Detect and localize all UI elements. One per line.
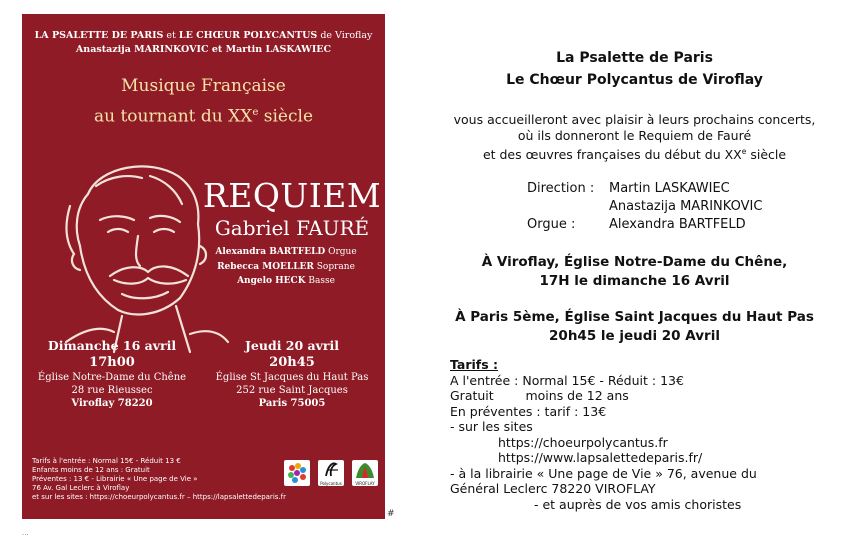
info-intro-3 (420, 144, 849, 163)
concert-right-city: Paris 75005 (258, 398, 326, 409)
polycantus-logo-icon (318, 460, 344, 480)
polycantus-logo-label: Polycantus (320, 481, 342, 486)
poster-header-part1: LA PSALETTE DE PARIS (34, 30, 164, 41)
soloist-2-role: Soprane (316, 262, 355, 272)
concert-right-block (204, 338, 380, 410)
polycantus-logo (318, 460, 344, 486)
poster-header-part4: de Viroflay (317, 30, 373, 41)
soloist-1-role: Orgue (328, 247, 357, 257)
viroflay-logo (352, 460, 378, 486)
info-intro-1: vous accueilleront avec plaisir à leurs prochains concerts, (453, 112, 816, 127)
info-intro-3-text: et des œuvres françaises du début du XX (482, 147, 742, 163)
poster-logos (284, 460, 380, 492)
viroflay-concert-line-2: 17H le dimanche 16 Avril (539, 273, 730, 289)
soloist-1 (187, 246, 385, 258)
poster-requiem-title: REQUIEM (202, 176, 382, 215)
tarifs-line-gratuit: Gratuit moins de 12 ans (450, 388, 629, 403)
concert-left-date: Dimanche 16 avril (47, 338, 177, 353)
polycantus-link[interactable]: https://choeurpolycantus.fr (498, 434, 668, 450)
info-title-1: La Psalette de Paris (556, 50, 713, 66)
tarifs-line-choristes: - et auprès de vos amis choristes (534, 496, 742, 512)
poster-small-print (32, 457, 302, 502)
info-intro-2: où ils donneront le Requiem de Fauré (517, 128, 752, 143)
poster-header-line2: Anastazija MARINKOVIC et Martin LASKAWIEC (75, 44, 332, 55)
soloist-1-name: Alexandra BARTFELD (215, 247, 326, 257)
soloist-3-role: Basse (308, 276, 335, 286)
tarifs-line-entree: A l'entrée : Normal 15€ - Réduit : 13€ (450, 372, 684, 388)
soloist-3-name: Angelo HECK (237, 276, 306, 286)
concert-right-street: 252 rue Saint Jacques (236, 385, 348, 396)
psalette-link[interactable]: https://www.lapsalettedeparis.fr/ (498, 450, 703, 465)
organ-label: Orgue : (527, 217, 576, 232)
viroflay-logo-label: VIROFLAY (355, 481, 375, 486)
tarifs-section (450, 357, 830, 512)
concert-left-block (24, 338, 200, 410)
info-intro-3-sup: e (741, 147, 747, 156)
viroflay-concert-line-1: À Viroflay, Église Notre-Dame du Chêne, (481, 254, 788, 270)
poster-title-line2-text: au tournant du XX (93, 106, 253, 127)
poster-header-line1 (22, 29, 385, 42)
concert-left-street: 28 rue Rieussec (71, 385, 153, 396)
paris-concert-line-2: 20h45 le jeudi 20 Avril (549, 328, 720, 344)
info-title-2: Le Chœur Polycantus de Viroflay (506, 72, 763, 88)
concert-left-venue: Église Notre-Dame du Chêne (37, 372, 187, 383)
paris-concert-line-1: À Paris 5ème, Église Saint Jacques du Haut Pas (455, 309, 814, 325)
viroflay-logo-icon (352, 460, 378, 480)
poster-composer: Gabriel FAURÉ (214, 216, 370, 240)
poster-small-line-1: Tarifs à l'entrée : Normal 15€ - Réduit 13 € (32, 457, 181, 465)
tarifs-line-preventes: En préventes : tarif : 13€ (450, 403, 607, 419)
direction-label: Direction : (527, 181, 595, 196)
corner-dots: ... (22, 529, 29, 537)
poster-small-line-4: 76 Av. Gal Leclerc à Viroflay (32, 484, 130, 492)
poster-small-line-2: Enfants moins de 12 ans : Gratuit (32, 466, 150, 474)
poster-header-part2: et (163, 30, 179, 41)
tarifs-line-sites: - sur les sites (450, 419, 533, 434)
direction-name-2: Anastazija MARINKOVIC (609, 199, 763, 214)
info-intro-3-end: siècle (746, 147, 787, 163)
concert-left-time: 17h00 (89, 355, 135, 370)
poster-small-line-3: Préventes : 13 € - Librairie « Une page de Vie » (32, 475, 198, 483)
hash-mark: # (387, 509, 395, 519)
organ-name: Alexandra BARTFELD (609, 217, 746, 232)
psalette-logo (284, 460, 310, 486)
poster-title-line2 (22, 101, 385, 129)
direction-name-1: Martin LASKAWIEC (609, 181, 730, 196)
concert-right-date: Jeudi 20 avril (245, 338, 339, 353)
concert-right-time: 20h45 (269, 355, 315, 370)
soloist-3 (187, 275, 385, 287)
psalette-logo-icon (284, 460, 310, 486)
tarifs-heading: Tarifs : (450, 357, 499, 372)
soloist-2-name: Rebecca MOELLER (217, 262, 314, 272)
poster-title-line1: Musique Française (121, 76, 286, 96)
concert-left-city: Viroflay 78220 (71, 398, 153, 409)
concert-right-venue: Église St Jacques du Haut Pas (215, 372, 369, 383)
concert-poster (22, 14, 385, 519)
poster-header-part3: LE CHŒUR POLYCANTUS (178, 30, 318, 41)
poster-small-line-5: et sur les sites : https://choeurpolycantus.fr – https://lapsalettedeparis.fr (32, 493, 286, 501)
poster-title-sup: e (252, 107, 259, 118)
tarifs-line-address: Général Leclerc 78220 VIROFLAY (450, 481, 656, 496)
poster-title-line2-end: siècle (258, 106, 314, 127)
soloist-2 (187, 261, 385, 273)
tarifs-line-librairie: - à la librairie « Une page de Vie » 76, avenue du (450, 465, 757, 481)
